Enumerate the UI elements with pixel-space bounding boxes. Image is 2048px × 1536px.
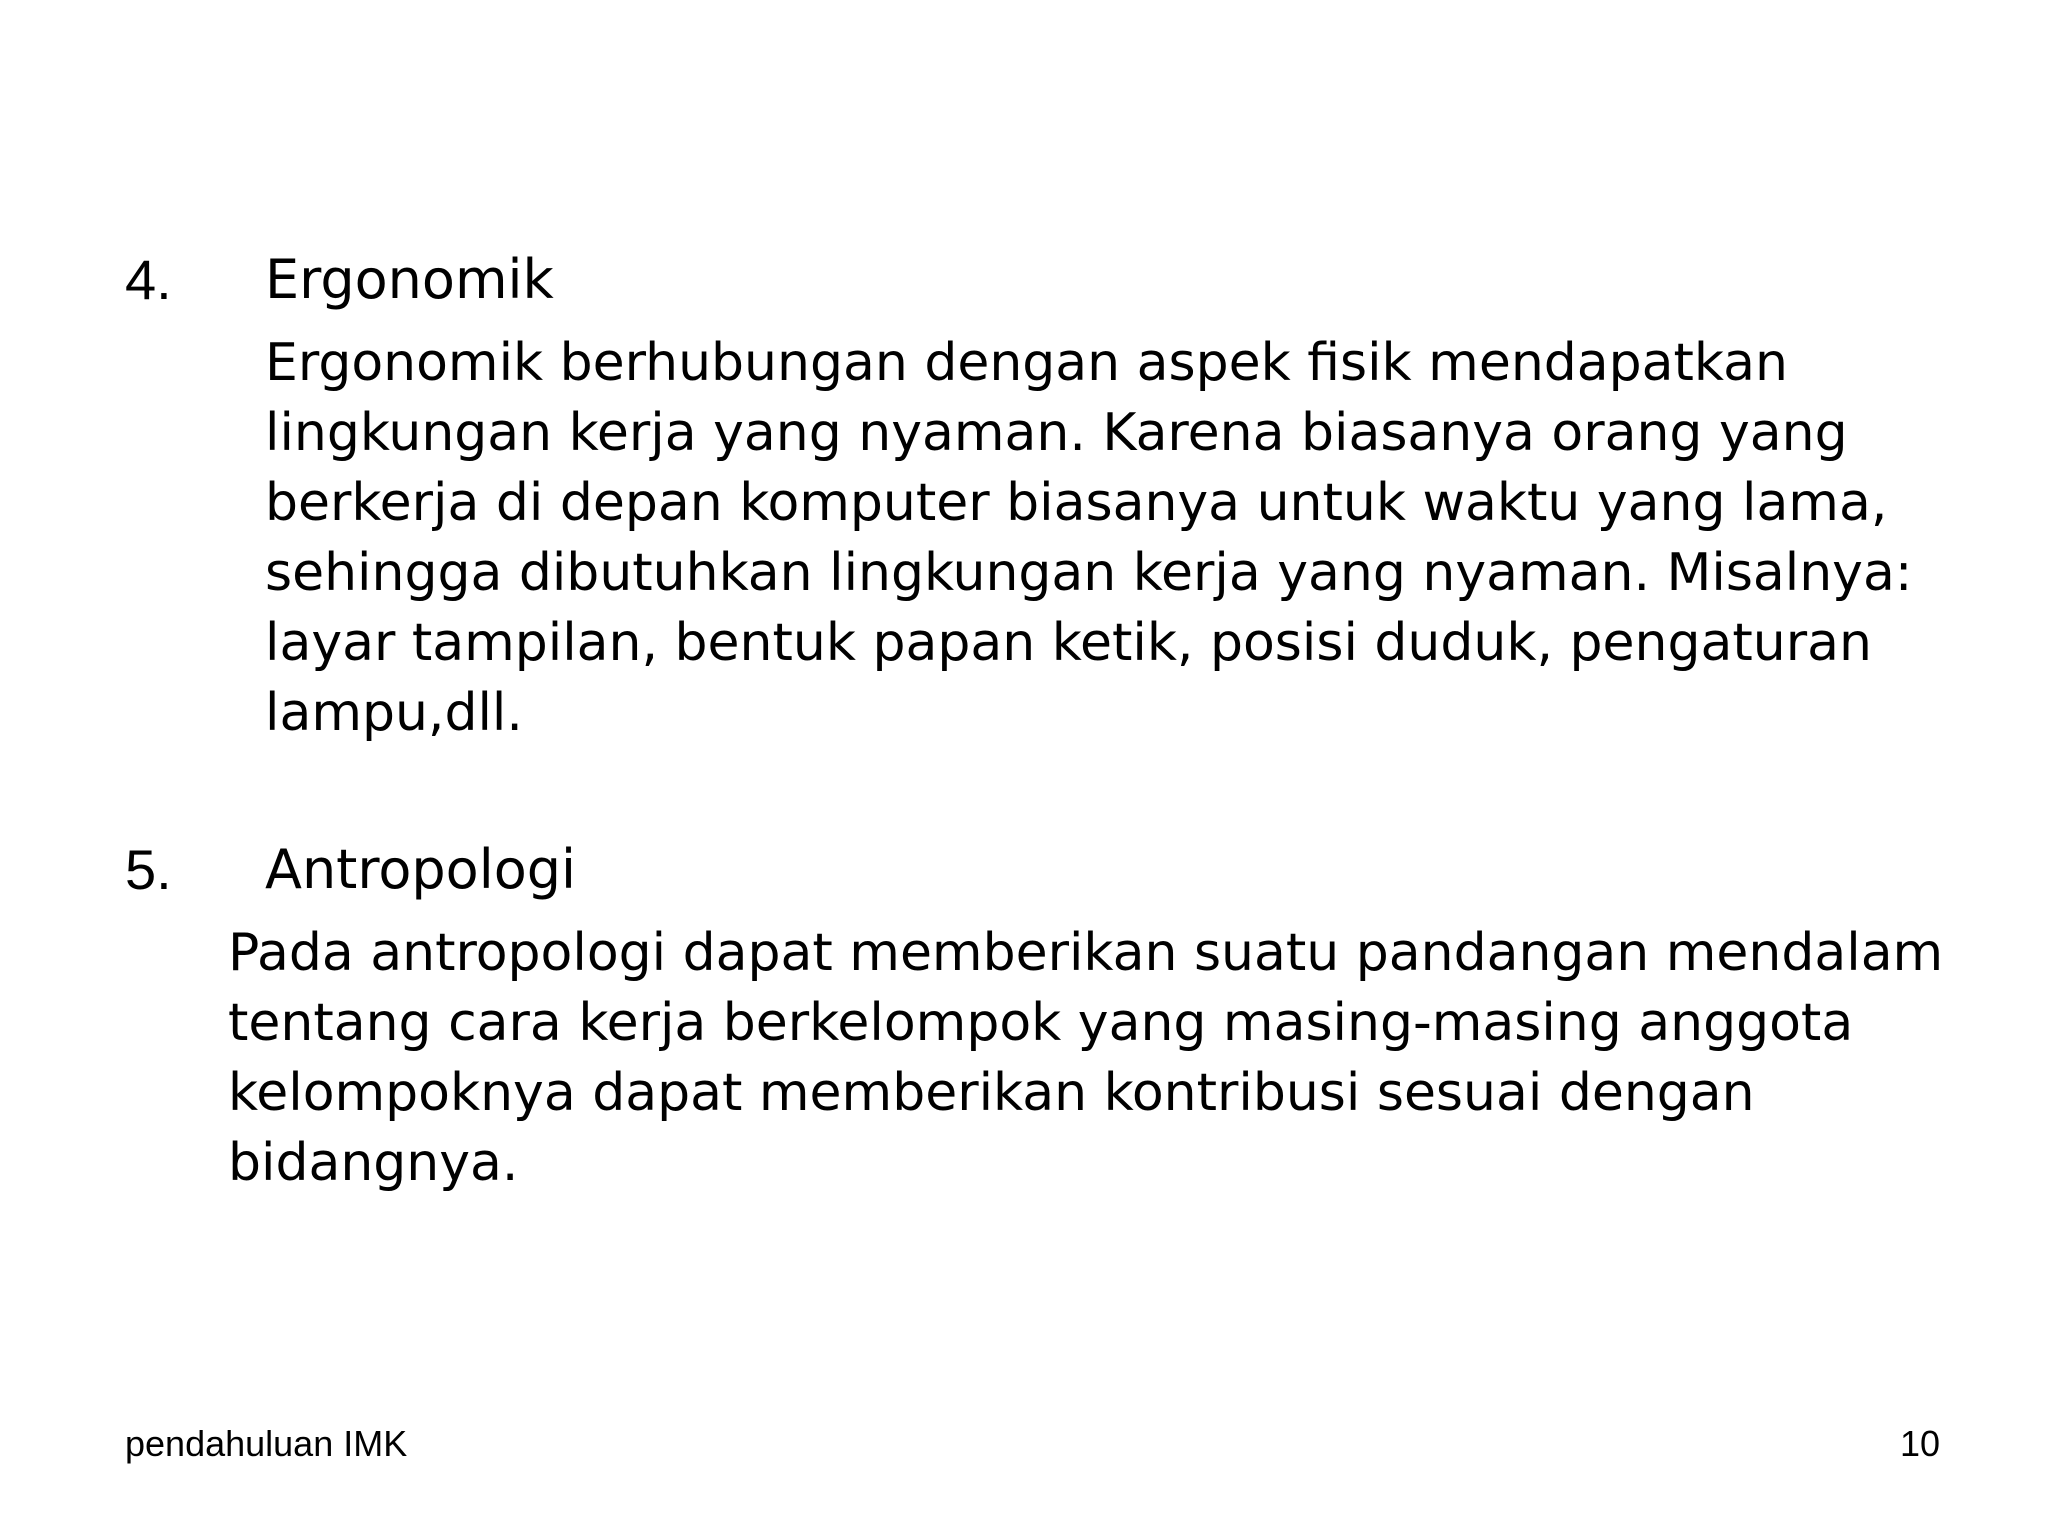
item-paragraph [228,918,1965,1198]
paragraph-line: sehingga dibutuhkan lingkungan kerja yang nyaman. Misalnya: [265,543,1913,603]
paragraph-line: kelompoknya dapat memberikan kontribusi sesuai dengan [228,1063,1755,1123]
paragraph-line: berkerja di depan komputer biasanya untuk waktu yang lama, [265,473,1888,533]
page-number: 10 [1899,1423,1940,1464]
paragraph-line: lingkungan kerja yang nyaman. Karena biasanya orang yang [265,403,1848,463]
paragraph-line: tentang cara kerja berkelompok yang masing-masing anggota [228,993,1854,1053]
item-number: 4. [125,248,172,311]
item-heading: Ergonomik [265,248,554,311]
paragraph-line: Pada antropologi dapat memberikan suatu pandangan mendalam [228,923,1944,983]
footer-title: pendahuluan IMK [125,1423,408,1464]
item-paragraph [265,328,1915,748]
paragraph-line: lampu,dll. [265,683,523,743]
item-heading: Antropologi [265,838,577,901]
item-number: 5. [125,838,172,901]
paragraph-line: Ergonomik berhubungan dengan aspek fisik mendapatkan [265,333,1788,393]
paragraph-line: bidangnya. [228,1133,519,1193]
paragraph-line: layar tampilan, bentuk papan ketik, posisi duduk, pengaturan [265,613,1872,673]
